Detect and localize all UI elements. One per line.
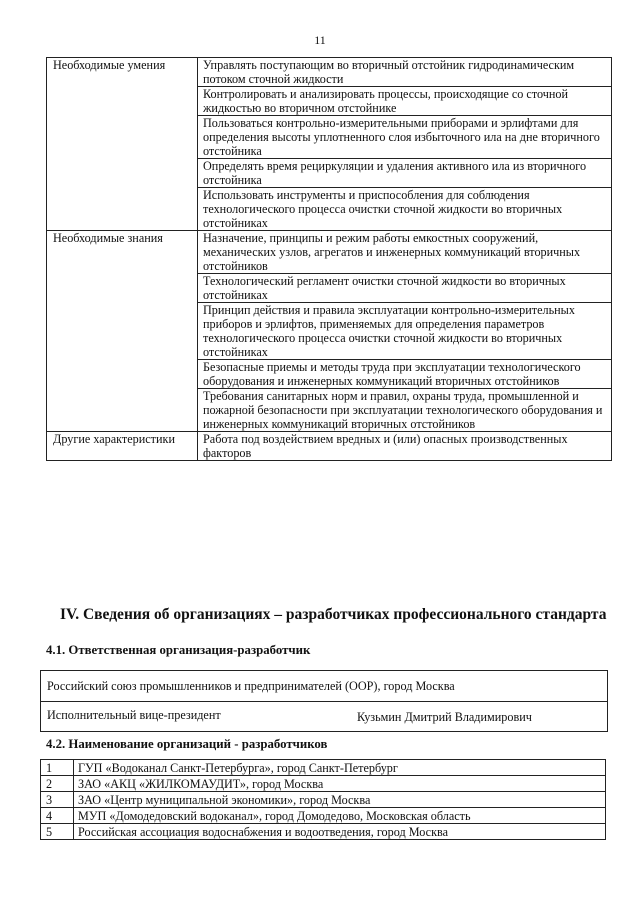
row-number: 2 (41, 776, 74, 792)
table-row (41, 776, 606, 792)
category-cell: Необходимые умения (47, 58, 198, 231)
item-cell: Использовать инструменты и приспособления для соблюдения технологического процесса очистки сточной жидкости во вторичных отстойниках (198, 188, 612, 231)
table-row (47, 58, 612, 87)
row-number: 3 (41, 792, 74, 808)
category-cell: Другие характеристики (47, 432, 198, 461)
section-title: IV. Сведения об организациях – разработчиках профессионального стандарта (60, 606, 607, 623)
row-number: 4 (41, 808, 74, 824)
responsible-org-box (40, 670, 608, 732)
item-cell: Требования санитарных норм и правил, охраны труда, промышленной и пожарной безопасности при эксплуатации технологического оборудования и инженерных коммуникаций вторичных отстойников (198, 389, 612, 432)
org-name: ЗАО «АКЦ «ЖИЛКОМАУДИТ», город Москва (74, 776, 606, 792)
table-row (47, 231, 612, 274)
item-cell: Назначение, принципы и режим работы емкостных сооружений, механических узлов, агрегатов и инженерных коммуникаций вторичных отстойников (198, 231, 612, 274)
table-row (41, 824, 606, 840)
page-number: 11 (314, 33, 326, 47)
subsection-title-responsible-org: 4.1. Ответственная организация-разработчик (46, 643, 311, 657)
responsible-person-row (41, 702, 607, 731)
item-cell: Безопасные приемы и методы труда при эксплуатации технологического оборудования и инженерных коммуникаций вторичных отстойников (198, 360, 612, 389)
item-cell: Технологический регламент очистки сточной жидкости во вторичных отстойниках (198, 274, 612, 303)
item-cell: Пользоваться контрольно-измерительными приборами и эрлифтами для определения высоты уплотненного слоя избыточного ила на дне вторичного отстойника (198, 116, 612, 159)
table-row (47, 432, 612, 461)
table-row (41, 792, 606, 808)
developer-orgs-table (40, 759, 606, 840)
person-name: Кузьмин Дмитрий Владимирович (357, 710, 532, 724)
item-cell: Работа под воздействием вредных и (или) опасных производственных факторов (198, 432, 612, 461)
org-name: ГУП «Водоканал Санкт-Петербурга», город Санкт-Петербург (74, 760, 606, 776)
item-cell: Принцип действия и правила эксплуатации контрольно-измерительных приборов и эрлифтов, применяемых для определения параметров технологического процесса очистки сточной жидкости во вторичных отстойниках (198, 303, 612, 360)
row-number: 5 (41, 824, 74, 840)
org-name: Российская ассоциация водоснабжения и водоотведения, город Москва (74, 824, 606, 840)
skills-table (46, 57, 612, 461)
item-cell: Управлять поступающим во вторичный отстойник гидродинамическим потоком сточной жидкости (198, 58, 612, 87)
org-name: ЗАО «Центр муниципальной экономики», город Москва (74, 792, 606, 808)
subsection-title-developer-orgs: 4.2. Наименование организаций - разработчиков (46, 737, 328, 751)
responsible-org-name: Российский союз промышленников и предпринимателей (ООР), город Москва (41, 671, 607, 702)
item-cell: Контролировать и анализировать процессы, происходящие со сточной жидкостью во вторичном отстойнике (198, 87, 612, 116)
table-row (41, 760, 606, 776)
person-position: Исполнительный вице-президент (47, 708, 221, 722)
item-cell: Определять время рециркуляции и удаления активного ила из вторичного отстойника (198, 159, 612, 188)
table-row (41, 808, 606, 824)
org-name: МУП «Домодедовский водоканал», город Домодедово, Московская область (74, 808, 606, 824)
category-cell: Необходимые знания (47, 231, 198, 432)
row-number: 1 (41, 760, 74, 776)
